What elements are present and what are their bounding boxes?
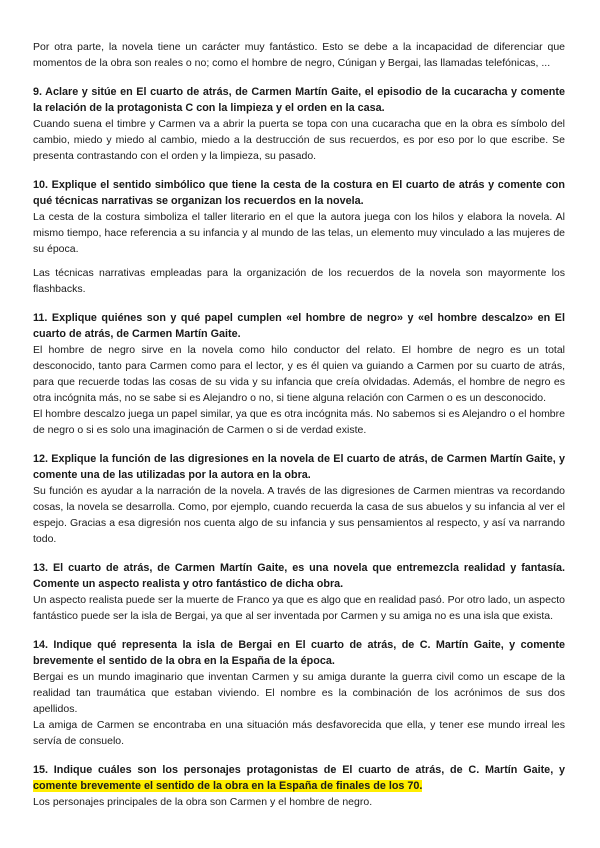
question-15-section <box>33 762 565 810</box>
question-14-answer-1: Bergai es un mundo imaginario que inventan Carmen y su amiga durante la guerra civil como un escape de la realidad tan traumática que estaban viviendo. El nombre es la combinación de los acrónimos de sus dos apellidos. <box>33 671 565 715</box>
intro-paragraph: Por otra parte, la novela tiene un carácter muy fantástico. Esto se debe a la incapacidad de diferenciar que momentos de la obra son reales o no; como el hombre de negro, Cúnigan y Bergai, las llamadas telefónicas, ... <box>33 41 565 69</box>
question-9-answer: Cuando suena el timbre y Carmen va a abrir la puerta se topa con una cucaracha que en la obra es símbolo del cambio, miedo y miedo al cambio, miedo a la destrucción de sus recuerdos, es por eso por lo que escribe. Se presenta contrastando con el orden y la limpieza, su pasado. <box>33 118 565 162</box>
question-14-answer-2: La amiga de Carmen se encontraba en una situación más desfavorecida que ella, y tener ese mundo irreal les servía de consuelo. <box>33 719 565 747</box>
question-11-answer-1: El hombre de negro sirve en la novela como hilo conductor del relato. El hombre de negro es un total desconocido, tanto para Carmen como para el lector, y es él quien va guiando a Carmen por su cuarto de atrás, para que recuerde todas las cosas de su vida y su infancia que creía olvidadas. Además, el hombre de negro es otra incógnita más, no se sabe si es Alejandro o no, si tiene alguna relación con Carmen o es un desconocido. <box>33 344 565 404</box>
question-13-section <box>33 560 565 624</box>
question-11-answer-2: El hombre descalzo juega un papel similar, ya que es otra incógnita más. No sabemos si es Alejandro o el hombre de negro o si es solo una imaginación de Carmen o si de verdad existe. <box>33 408 565 436</box>
question-10-section <box>33 177 565 297</box>
question-10-answer-2: Las técnicas narrativas empleadas para la organización de los recuerdos de la novela son mayormente los flashbacks. <box>33 267 565 295</box>
question-15-heading <box>33 762 565 794</box>
question-13-heading: 13. El cuarto de atrás, de Carmen Martín Gaite, es una novela que entremezcla realidad y fantasía. Comente un aspecto realista y otro fantástico de dicha obra. <box>33 562 565 590</box>
question-9-heading: 9. Aclare y sitúe en El cuarto de atrás, de Carmen Martín Gaite, el episodio de la cucaracha y comente la relación de la protagonista C con la limpieza y el orden en la casa. <box>33 86 565 114</box>
question-12-section <box>33 451 565 547</box>
question-11-section <box>33 310 565 438</box>
question-14-section <box>33 637 565 749</box>
question-9-section <box>33 84 565 164</box>
question-10-heading: 10. Explique el sentido simbólico que tiene la cesta de la costura en El cuarto de atrás y comente con qué técnicas narrativas se organizan los recuerdos en la novela. <box>33 179 565 207</box>
question-12-answer: Su función es ayudar a la narración de la novela. A través de las digresiones de Carmen mientras va recordando cosas, la novela se desarrolla. Como, por ejemplo, cuando recuerda la casa de sus abuelos y su infancia al ver el espejo. Gracias a esa digresión nos cuenta algo de su infancia y sus pensamientos al respecto, y así va narrando todo. <box>33 485 565 545</box>
question-13-answer: Un aspecto realista puede ser la muerte de Franco ya que es algo que en realidad pasó. Por otro lado, un aspecto fantástico puede ser la isla de Bergai, ya que al ser inventada por Carmen y su amiga no es una isla que exista. <box>33 594 565 622</box>
document-body <box>33 39 565 823</box>
question-12-heading: 12. Explique la función de las digresiones en la novela de El cuarto de atrás, de Carmen Martín Gaite, y comente una de las utilizadas por la autora en la obra. <box>33 453 565 481</box>
question-10-answer-1: La cesta de la costura simboliza el taller literario en el que la autora juega con los hilos y elabora la novela. Al mismo tiempo, hace referencia a su infancia y al mundo de las telas, un elemento muy vinculado a las mujeres de su época. <box>33 211 565 255</box>
question-11-heading: 11. Explique quiénes son y qué papel cumplen «el hombre de negro» y «el hombre descalzo» en El cuarto de atrás, de Carmen Martín Gaite. <box>33 312 565 340</box>
question-14-heading: 14. Indique qué representa la isla de Bergai en El cuarto de atrás, de C. Martín Gaite, y comente brevemente el sentido de la obra en la España de la época. <box>33 639 565 667</box>
question-15-answer: Los personajes principales de la obra son Carmen y el hombre de negro. <box>33 796 373 808</box>
intro-section <box>33 39 565 71</box>
question-15-highlight: comente brevemente el sentido de la obra en la España de finales de los 70. <box>33 780 423 792</box>
question-15-heading-text: 15. Indique cuáles son los personajes protagonistas de El cuarto de atrás, de C. Martín Gaite, y <box>33 764 565 776</box>
